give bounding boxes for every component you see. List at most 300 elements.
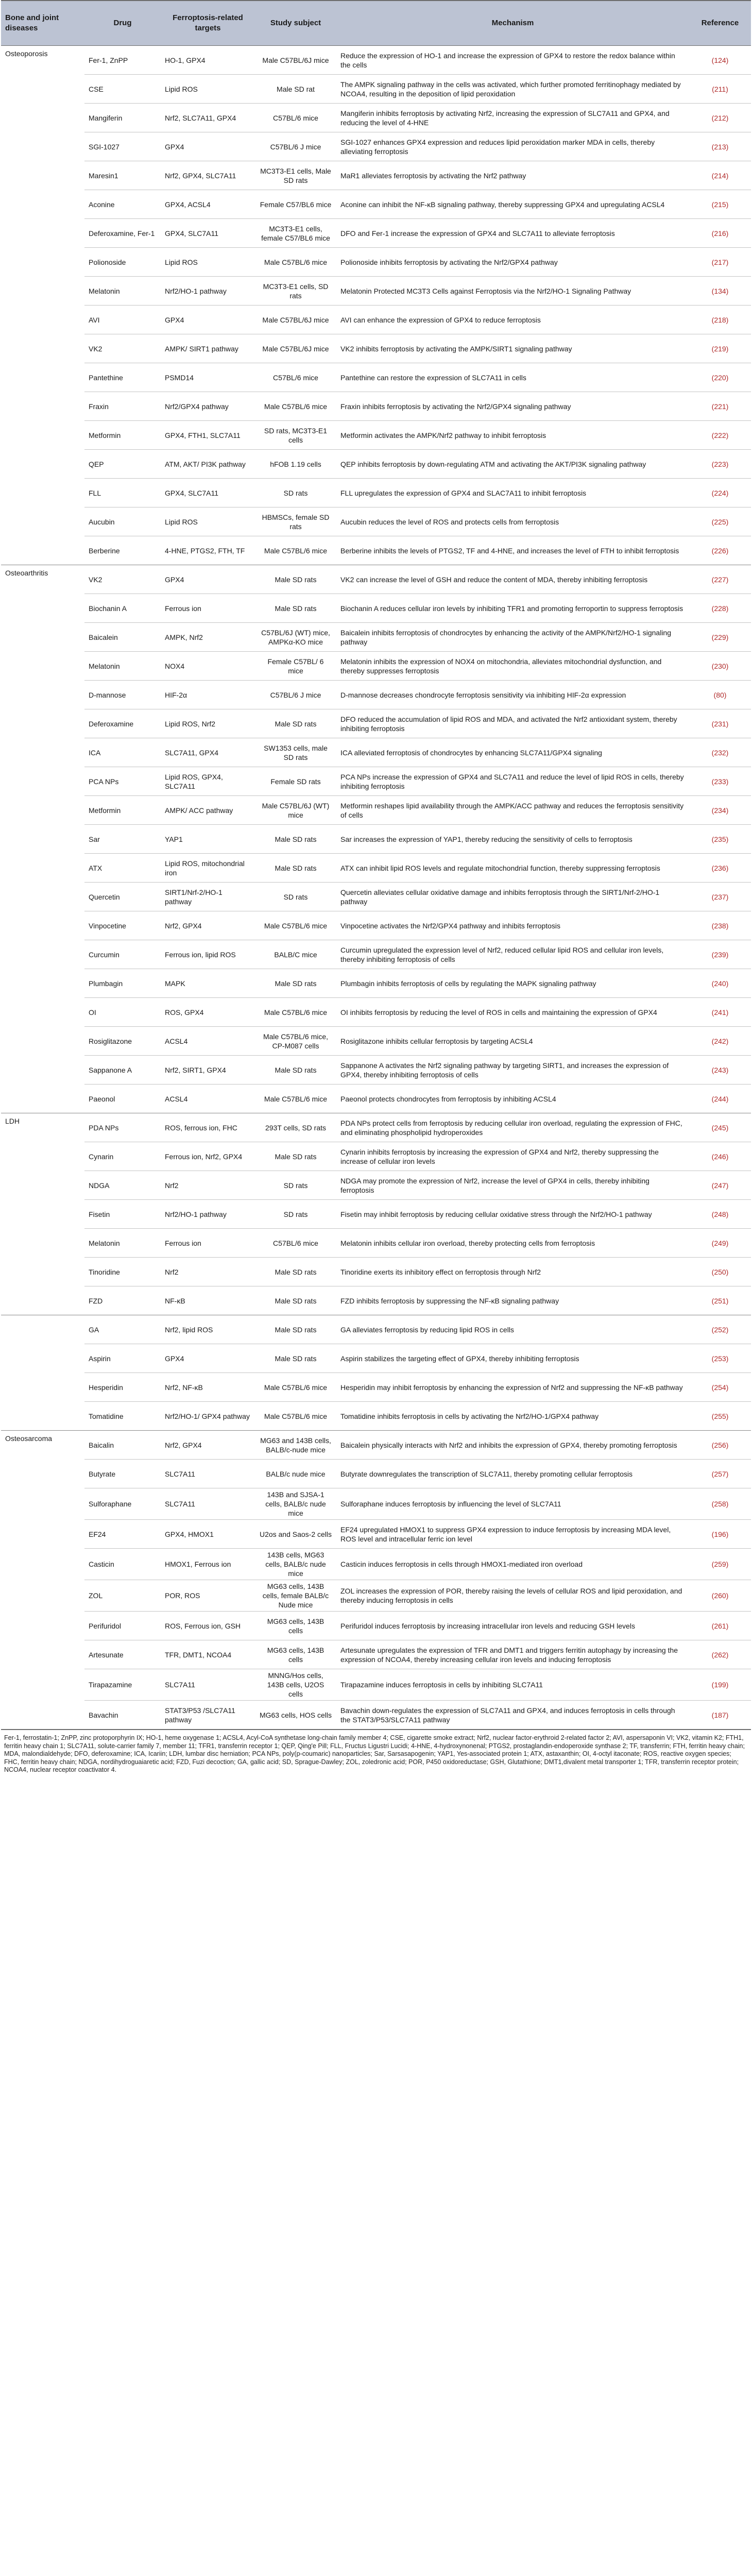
reference-link[interactable]: (228) bbox=[689, 594, 751, 623]
table-row bbox=[1, 1229, 751, 1258]
drug-cell: VK2 bbox=[84, 334, 161, 363]
table-row bbox=[1, 940, 751, 969]
targets-cell: HIF-2α bbox=[161, 681, 255, 709]
reference-link[interactable]: (213) bbox=[689, 132, 751, 161]
disease-category: Osteoarthritis bbox=[1, 565, 84, 1113]
drug-cell: FZD bbox=[84, 1286, 161, 1315]
table-row bbox=[1, 1286, 751, 1315]
table-row bbox=[1, 1402, 751, 1431]
study-subject-cell: C57BL/6J (WT) mice, AMPKα-KO mice bbox=[255, 623, 336, 652]
study-subject-cell: Male SD rats bbox=[255, 565, 336, 594]
study-subject-cell: MG63 cells, 143B cells bbox=[255, 1612, 336, 1640]
mechanism-cell: Butyrate downregulates the transcription of SLC7A11, thereby promoting cellular ferroptosis bbox=[336, 1460, 689, 1488]
targets-cell: Lipid ROS bbox=[161, 248, 255, 277]
targets-cell: Nrf2, SIRT1, GPX4 bbox=[161, 1056, 255, 1084]
mechanism-cell: ATX can inhibit lipid ROS levels and regulate mitochondrial function, thereby suppressing ferroptosis bbox=[336, 854, 689, 883]
reference-link[interactable]: (253) bbox=[689, 1344, 751, 1373]
table-row bbox=[1, 421, 751, 450]
mechanism-cell: PDA NPs protect cells from ferroptosis by reducing cellular iron overload, regulating the expression of FHC, and eliminating phospholipid hydroperoxides bbox=[336, 1113, 689, 1142]
table-row bbox=[1, 104, 751, 132]
reference-link[interactable]: (222) bbox=[689, 421, 751, 450]
drug-cell: Paeonol bbox=[84, 1084, 161, 1113]
mechanism-cell: Mangiferin inhibits ferroptosis by activating Nrf2, increasing the expression of SLC7A11 and GPX4, and reducing the level of 4-HNE bbox=[336, 104, 689, 132]
table-row bbox=[1, 1612, 751, 1640]
reference-link[interactable]: (251) bbox=[689, 1286, 751, 1315]
table-container bbox=[1, 0, 751, 1774]
targets-cell: ROS, Ferrous ion, GSH bbox=[161, 1612, 255, 1640]
drug-cell: Vinpocetine bbox=[84, 911, 161, 940]
reference-link[interactable]: (243) bbox=[689, 1056, 751, 1084]
targets-cell: GPX4, SLC7A11 bbox=[161, 219, 255, 248]
reference-link[interactable]: (212) bbox=[689, 104, 751, 132]
study-subject-cell: Male C57BL/6 mice bbox=[255, 392, 336, 421]
study-subject-cell: Male SD rat bbox=[255, 75, 336, 104]
reference-link[interactable]: (196) bbox=[689, 1520, 751, 1549]
table-row bbox=[1, 219, 751, 248]
drug-cell: Fisetin bbox=[84, 1200, 161, 1229]
table-row bbox=[1, 1431, 751, 1460]
reference-link[interactable]: (199) bbox=[689, 1669, 751, 1701]
mechanism-cell: Biochanin A reduces cellular iron levels by inhibiting TFR1 and promoting ferroportin to suppress ferroptosis bbox=[336, 594, 689, 623]
targets-cell: AMPK/ SIRT1 pathway bbox=[161, 334, 255, 363]
drug-cell: Baicalin bbox=[84, 1431, 161, 1460]
targets-cell: GPX4, ACSL4 bbox=[161, 190, 255, 219]
study-subject-cell: Male C57BL/6J (WT) mice bbox=[255, 796, 336, 825]
mechanism-cell: FZD inhibits ferroptosis by suppressing the NF-κB signaling pathway bbox=[336, 1286, 689, 1315]
table-row bbox=[1, 854, 751, 883]
targets-cell: POR, ROS bbox=[161, 1580, 255, 1612]
drug-cell: Hesperidin bbox=[84, 1373, 161, 1402]
mechanism-cell: Melatonin inhibits the expression of NOX4 on mitochondria, alleviates mitochondrial dysfunction, and thereby suppresses ferroptosis bbox=[336, 652, 689, 681]
reference-link[interactable]: (257) bbox=[689, 1460, 751, 1488]
mechanism-cell: Sar increases the expression of YAP1, thereby reducing the sensitivity of cells to ferroptosis bbox=[336, 825, 689, 854]
mechanism-cell: PCA NPs increase the expression of GPX4 and SLC7A11 and reduce the level of lipid ROS in cells, thereby inhibiting ferroptosis bbox=[336, 767, 689, 796]
reference-link[interactable]: (80) bbox=[689, 681, 751, 709]
reference-link[interactable]: (226) bbox=[689, 536, 751, 565]
drug-cell: PCA NPs bbox=[84, 767, 161, 796]
mechanism-cell: Metformin reshapes lipid availability through the AMPK/ACC pathway and reduces the ferroptosis sensitivity of cells bbox=[336, 796, 689, 825]
drug-cell: FLL bbox=[84, 479, 161, 507]
targets-cell: GPX4 bbox=[161, 1344, 255, 1373]
mechanism-cell: Melatonin inhibits cellular iron overload, thereby protecting cells from ferroptosis bbox=[336, 1229, 689, 1258]
study-subject-cell: Male C57BL/6 mice bbox=[255, 998, 336, 1027]
drug-cell: Curcumin bbox=[84, 940, 161, 969]
study-subject-cell: BALB/c nude mice bbox=[255, 1460, 336, 1488]
reference-link[interactable]: (258) bbox=[689, 1488, 751, 1520]
targets-cell: Nrf2 bbox=[161, 1171, 255, 1200]
reference-link[interactable]: (219) bbox=[689, 334, 751, 363]
drug-cell: ZOL bbox=[84, 1580, 161, 1612]
table-row bbox=[1, 277, 751, 306]
table-row bbox=[1, 738, 751, 767]
table-row bbox=[1, 507, 751, 536]
study-subject-cell: Male SD rats bbox=[255, 594, 336, 623]
mechanism-cell: VK2 can increase the level of GSH and reduce the content of MDA, thereby inhibiting ferroptosis bbox=[336, 565, 689, 594]
study-subject-cell: Male SD rats bbox=[255, 1315, 336, 1344]
mechanism-cell: FLL upregulates the expression of GPX4 and SLAC7A11 to inhibit ferroptosis bbox=[336, 479, 689, 507]
disease-category: Osteosarcoma bbox=[1, 1431, 84, 1730]
targets-cell: Lipid ROS bbox=[161, 75, 255, 104]
table-row bbox=[1, 1669, 751, 1701]
targets-cell: SLC7A11 bbox=[161, 1669, 255, 1701]
drug-cell: Sar bbox=[84, 825, 161, 854]
mechanism-cell: The AMPK signaling pathway in the cells was activated, which further promoted ferritinophagy mediated by NCOA4, resulting in the deposition of lipid peroxidation bbox=[336, 75, 689, 104]
study-subject-cell: Male SD rats bbox=[255, 854, 336, 883]
mechanism-cell: Sulforaphane induces ferroptosis by influencing the level of SLC7A11 bbox=[336, 1488, 689, 1520]
study-subject-cell: Male SD rats bbox=[255, 1142, 336, 1171]
targets-cell: SLC7A11, GPX4 bbox=[161, 738, 255, 767]
mechanism-cell: Hesperidin may inhibit ferroptosis by enhancing the expression of Nrf2 and suppressing the NF-κB pathway bbox=[336, 1373, 689, 1402]
mechanism-cell: Vinpocetine activates the Nrf2/GPX4 pathway and inhibits ferroptosis bbox=[336, 911, 689, 940]
study-subject-cell: C57BL/6 mice bbox=[255, 104, 336, 132]
reference-link[interactable]: (134) bbox=[689, 277, 751, 306]
table-row bbox=[1, 652, 751, 681]
reference-link[interactable]: (244) bbox=[689, 1084, 751, 1113]
header-mechanism: Mechanism bbox=[336, 1, 689, 46]
table-footnote: Fer-1, ferrostatin-1; ZnPP, zinc protoporphyrin IX; HO-1, heme oxygenase 1; ACSL4, Acyl-CoA synthetase long-chain family member 4; CSE, cigarette smoke extract; Nrf2, nuclear factor-erythroid 2-related factor 2; AVI, aspersaponin VI; VK2, vitamin K2; FTH1, ferritin heavy chain 1; SLC7A11, solute-carrier family 7, member 11; TFR1, transferrin receptor 1; QEP, Qing'e Pill; FLL, Fructus Ligustri Lucidi; 4-HNE, 4-hydroxynonenal; PTGS2, prostaglandin-endoperoxide synthase 2; TF, transferrin; FTH, ferritin heavy chain; MDA, malondialdehyde; DFO, deferoxamine; ICA, Icariin; LDH, lumbar disc herniation; PCA NPs, poly(p-coumaric) nanoparticles; Sar, Sarsasapogenin; YAP1, Yes-associated protein 1; ATX, astaxanthin; OI, 4-octyl itaconate; ROS, reactive oxygen species; FHC, ferritin heavy chain; NDGA, nordihydroguaiaretic acid; FZD, Fuzi decoction; GA, gallic acid; SD, Sprague-Dawley; ZOL, zoledronic acid; POR, P450 oxidoreductase; GSH, Glutathione; DMT1,divalent metal transporter 1; TFR, transferrin receptor protein; NCOA4, nuclear receptor coactivator 4. bbox=[4, 1734, 745, 1773]
targets-cell: PSMD14 bbox=[161, 363, 255, 392]
mechanism-cell: Curcumin upregulated the expression level of Nrf2, reduced cellular lipid ROS and cellular iron levels, thereby inhibiting ferroptosis of cells bbox=[336, 940, 689, 969]
study-subject-cell: MNNG/Hos cells, 143B cells, U2OS cells bbox=[255, 1669, 336, 1701]
drug-cell: Melatonin bbox=[84, 652, 161, 681]
targets-cell: AMPK, Nrf2 bbox=[161, 623, 255, 652]
reference-link[interactable]: (214) bbox=[689, 161, 751, 190]
reference-link[interactable]: (187) bbox=[689, 1701, 751, 1730]
reference-link[interactable]: (259) bbox=[689, 1549, 751, 1580]
mechanism-cell: EF24 upregulated HMOX1 to suppress GPX4 expression to induce ferroptosis by increasing MDA level, ROS level and intracellular ferric ion level bbox=[336, 1520, 689, 1549]
table-row bbox=[1, 46, 751, 75]
drug-cell: CSE bbox=[84, 75, 161, 104]
table-row bbox=[1, 709, 751, 738]
targets-cell: SLC7A11 bbox=[161, 1488, 255, 1520]
mechanism-cell: QEP inhibits ferroptosis by down-regulating ATM and activating the AKT/PI3K signaling pathway bbox=[336, 450, 689, 479]
table-row bbox=[1, 969, 751, 998]
mechanism-cell: Baicalein inhibits ferroptosis of chondrocytes by enhancing the activity of the AMPK/Nrf2/HO-1 signaling pathway bbox=[336, 623, 689, 652]
targets-cell: ACSL4 bbox=[161, 1027, 255, 1056]
table-row bbox=[1, 1580, 751, 1612]
study-subject-cell: U2os and Saos-2 cells bbox=[255, 1520, 336, 1549]
table-row bbox=[1, 883, 751, 911]
mechanism-cell: Melatonin Protected MC3T3 Cells against Ferroptosis via the Nrf2/HO-1 Signaling Pathway bbox=[336, 277, 689, 306]
table-body bbox=[1, 46, 751, 1730]
reference-link[interactable]: (240) bbox=[689, 969, 751, 998]
mechanism-cell: Pantethine can restore the expression of SLC7A11 in cells bbox=[336, 363, 689, 392]
table-row bbox=[1, 594, 751, 623]
targets-cell: GPX4 bbox=[161, 306, 255, 334]
mechanism-cell: Paeonol protects chondrocytes from ferroptosis by inhibiting ACSL4 bbox=[336, 1084, 689, 1113]
mechanism-cell: Cynarin inhibits ferroptosis by increasing the expression of GPX4 and Nrf2, thereby suppressing the increase of cellular iron levels bbox=[336, 1142, 689, 1171]
reference-link[interactable]: (236) bbox=[689, 854, 751, 883]
study-subject-cell: Male C57BL/6 mice bbox=[255, 1402, 336, 1431]
study-subject-cell: Male C57BL/6 mice bbox=[255, 248, 336, 277]
disease-category bbox=[1, 1315, 84, 1431]
table-row bbox=[1, 998, 751, 1027]
targets-cell: NF-κB bbox=[161, 1286, 255, 1315]
targets-cell: Lipid ROS, GPX4, SLC7A11 bbox=[161, 767, 255, 796]
drug-cell: GA bbox=[84, 1315, 161, 1344]
study-subject-cell: Male C57BL/6 mice, CP-M087 cells bbox=[255, 1027, 336, 1056]
table-row bbox=[1, 392, 751, 421]
mechanism-cell: Reduce the expression of HO-1 and increase the expression of GPX4 to restore the redox balance within the cells bbox=[336, 46, 689, 75]
drug-cell: Quercetin bbox=[84, 883, 161, 911]
targets-cell: Nrf2/HO-1/ GPX4 pathway bbox=[161, 1402, 255, 1431]
drug-cell: Melatonin bbox=[84, 1229, 161, 1258]
reference-link[interactable]: (234) bbox=[689, 796, 751, 825]
targets-cell: GPX4 bbox=[161, 132, 255, 161]
reference-link[interactable]: (227) bbox=[689, 565, 751, 594]
mechanism-cell: VK2 inhibits ferroptosis by activating the AMPK/SIRT1 signaling pathway bbox=[336, 334, 689, 363]
study-subject-cell: SD rats bbox=[255, 883, 336, 911]
mechanism-cell: Rosiglitazone inhibits cellular ferroptosis by targeting ACSL4 bbox=[336, 1027, 689, 1056]
reference-link[interactable]: (215) bbox=[689, 190, 751, 219]
reference-link[interactable]: (242) bbox=[689, 1027, 751, 1056]
drug-cell: Fraxin bbox=[84, 392, 161, 421]
reference-link[interactable]: (260) bbox=[689, 1580, 751, 1612]
study-subject-cell: SD rats bbox=[255, 1171, 336, 1200]
reference-link[interactable]: (249) bbox=[689, 1229, 751, 1258]
mechanism-cell: Sappanone A activates the Nrf2 signaling pathway by targeting SIRT1, and increases the expression of GPX4, thereby inhibiting ferroptosis of cells bbox=[336, 1056, 689, 1084]
reference-link[interactable]: (230) bbox=[689, 652, 751, 681]
targets-cell: SLC7A11 bbox=[161, 1460, 255, 1488]
reference-link[interactable]: (220) bbox=[689, 363, 751, 392]
study-subject-cell: SD rats bbox=[255, 1200, 336, 1229]
study-subject-cell: SD rats bbox=[255, 479, 336, 507]
reference-link[interactable]: (211) bbox=[689, 75, 751, 104]
drug-cell: Plumbagin bbox=[84, 969, 161, 998]
study-subject-cell: Male C57BL/6J mice bbox=[255, 334, 336, 363]
mechanism-cell: Aucubin reduces the level of ROS and protects cells from ferroptosis bbox=[336, 507, 689, 536]
mechanism-cell: D-mannose decreases chondrocyte ferroptosis sensitivity via inhibiting HIF-2α expression bbox=[336, 681, 689, 709]
table-row bbox=[1, 1171, 751, 1200]
drug-cell: OI bbox=[84, 998, 161, 1027]
mechanism-cell: Quercetin alleviates cellular oxidative damage and inhibits ferroptosis through the SIRT1/Nrf-2/HO-1 pathway bbox=[336, 883, 689, 911]
reference-link[interactable]: (248) bbox=[689, 1200, 751, 1229]
table-row bbox=[1, 565, 751, 594]
drug-cell: Tirapazamine bbox=[84, 1669, 161, 1701]
reference-link[interactable]: (247) bbox=[689, 1171, 751, 1200]
drug-cell: Tinoridine bbox=[84, 1258, 161, 1286]
drug-cell: Bavachin bbox=[84, 1701, 161, 1730]
header-study-subject: Study subject bbox=[255, 1, 336, 46]
table-row bbox=[1, 479, 751, 507]
drug-cell: Maresin1 bbox=[84, 161, 161, 190]
reference-link[interactable]: (232) bbox=[689, 738, 751, 767]
header-drug: Drug bbox=[84, 1, 161, 46]
mechanism-cell: DFO reduced the accumulation of lipid ROS and MDA, and activated the Nrf2 antioxidant system, thereby inhibiting ferroptosis bbox=[336, 709, 689, 738]
mechanism-cell: Perifuridol induces ferroptosis by increasing intracellular iron levels and reducing GSH levels bbox=[336, 1612, 689, 1640]
drug-cell: Melatonin bbox=[84, 277, 161, 306]
mechanism-cell: Polionoside inhibits ferroptosis by activating the Nrf2/GPX4 pathway bbox=[336, 248, 689, 277]
study-subject-cell: MG63 and 143B cells, BALB/c-nude mice bbox=[255, 1431, 336, 1460]
drug-cell: Baicalein bbox=[84, 623, 161, 652]
study-subject-cell: Male SD rats bbox=[255, 709, 336, 738]
targets-cell: Nrf2, SLC7A11, GPX4 bbox=[161, 104, 255, 132]
table-row bbox=[1, 1084, 751, 1113]
targets-cell: STAT3/P53 /SLC7A11 pathway bbox=[161, 1701, 255, 1730]
targets-cell: Lipid ROS, Nrf2 bbox=[161, 709, 255, 738]
reference-link[interactable]: (245) bbox=[689, 1113, 751, 1142]
mechanism-cell: Casticin induces ferroptosis in cells through HMOX1-mediated iron overload bbox=[336, 1549, 689, 1580]
targets-cell: ATM, AKT/ PI3K pathway bbox=[161, 450, 255, 479]
table-row bbox=[1, 681, 751, 709]
mechanism-cell: Plumbagin inhibits ferroptosis of cells by regulating the MAPK signaling pathway bbox=[336, 969, 689, 998]
mechanism-cell: SGI-1027 enhances GPX4 expression and reduces lipid peroxidation marker MDA in cells, thereby alleviating ferroptosis bbox=[336, 132, 689, 161]
reference-link[interactable]: (231) bbox=[689, 709, 751, 738]
table-row bbox=[1, 1640, 751, 1669]
reference-link[interactable]: (238) bbox=[689, 911, 751, 940]
mechanism-cell: Berberine inhibits the levels of PTGS2, TF and 4-HNE, and increases the level of FTH to inhibit ferroptosis bbox=[336, 536, 689, 565]
drug-cell: Pantethine bbox=[84, 363, 161, 392]
mechanism-cell: Aspirin stabilizes the targeting effect of GPX4, thereby inhibiting ferroptosis bbox=[336, 1344, 689, 1373]
table-row bbox=[1, 161, 751, 190]
mechanism-cell: Artesunate upregulates the expression of TFR and DMT1 and triggers ferritin autophagy by increasing the expression of NCOA4, thereby increasing cellular iron levels and inducing ferroptosis bbox=[336, 1640, 689, 1669]
mechanism-cell: Tirapazamine induces ferroptosis in cells by inhibiting SLC7A11 bbox=[336, 1669, 689, 1701]
mechanism-cell: AVI can enhance the expression of GPX4 to reduce ferroptosis bbox=[336, 306, 689, 334]
reference-link[interactable]: (229) bbox=[689, 623, 751, 652]
drug-cell: ATX bbox=[84, 854, 161, 883]
table-row bbox=[1, 132, 751, 161]
study-subject-cell: 143B cells, MG63 cells, BALB/c nude mice bbox=[255, 1549, 336, 1580]
reference-link[interactable]: (237) bbox=[689, 883, 751, 911]
table-row bbox=[1, 450, 751, 479]
study-subject-cell: BALB/C mice bbox=[255, 940, 336, 969]
drug-cell: Biochanin A bbox=[84, 594, 161, 623]
study-subject-cell: SD rats, MC3T3-E1 cells bbox=[255, 421, 336, 450]
drug-cell: Fer-1, ZnPP bbox=[84, 46, 161, 75]
drug-cell: Perifuridol bbox=[84, 1612, 161, 1640]
study-subject-cell: 293T cells, SD rats bbox=[255, 1113, 336, 1142]
reference-link[interactable]: (239) bbox=[689, 940, 751, 969]
drug-cell: Aconine bbox=[84, 190, 161, 219]
targets-cell: Ferrous ion bbox=[161, 1229, 255, 1258]
mechanism-cell: Tomatidine inhibits ferroptosis in cells by activating the Nrf2/HO-1/GPX4 pathway bbox=[336, 1402, 689, 1431]
reference-link[interactable]: (246) bbox=[689, 1142, 751, 1171]
targets-cell: Nrf2 bbox=[161, 1258, 255, 1286]
table-row bbox=[1, 1701, 751, 1730]
drug-cell: PDA NPs bbox=[84, 1113, 161, 1142]
study-subject-cell: C57BL/6 J mice bbox=[255, 132, 336, 161]
table-row bbox=[1, 1142, 751, 1171]
mechanism-cell: GA alleviates ferroptosis by reducing lipid ROS in cells bbox=[336, 1315, 689, 1344]
reference-link[interactable]: (223) bbox=[689, 450, 751, 479]
study-subject-cell: MG63 cells, 143B cells, female BALB/c Nude mice bbox=[255, 1580, 336, 1612]
drug-cell: QEP bbox=[84, 450, 161, 479]
drug-cell: Sulforaphane bbox=[84, 1488, 161, 1520]
targets-cell: Lipid ROS, mitochondrial iron bbox=[161, 854, 255, 883]
table-row bbox=[1, 623, 751, 652]
reference-link[interactable]: (221) bbox=[689, 392, 751, 421]
table-row bbox=[1, 1488, 751, 1520]
reference-link[interactable]: (124) bbox=[689, 46, 751, 75]
table-row bbox=[1, 536, 751, 565]
targets-cell: Nrf2/HO-1 pathway bbox=[161, 277, 255, 306]
table-row bbox=[1, 1460, 751, 1488]
targets-cell: GPX4, HMOX1 bbox=[161, 1520, 255, 1549]
table-row bbox=[1, 767, 751, 796]
study-subject-cell: HBMSCs, female SD rats bbox=[255, 507, 336, 536]
reference-link[interactable]: (235) bbox=[689, 825, 751, 854]
study-subject-cell: 143B and SJSA-1 cells, BALB/c nude mice bbox=[255, 1488, 336, 1520]
targets-cell: Ferrous ion, Nrf2, GPX4 bbox=[161, 1142, 255, 1171]
mechanism-cell: Bavachin down-regulates the expression of SLC7A11 and GPX4, and induces ferroptosis in cells through the STAT3/P53/SLC7A11 pathway bbox=[336, 1701, 689, 1730]
targets-cell: Nrf2, GPX4, SLC7A11 bbox=[161, 161, 255, 190]
reference-link[interactable]: (241) bbox=[689, 998, 751, 1027]
targets-cell: ROS, GPX4 bbox=[161, 998, 255, 1027]
study-subject-cell: MC3T3-E1 cells, Male SD rats bbox=[255, 161, 336, 190]
targets-cell: Nrf2, GPX4 bbox=[161, 1431, 255, 1460]
mechanism-cell: NDGA may promote the expression of Nrf2, increase the level of GPX4 in cells, thereby inhibiting ferroptosis bbox=[336, 1171, 689, 1200]
drug-cell: Metformin bbox=[84, 796, 161, 825]
reference-link[interactable]: (224) bbox=[689, 479, 751, 507]
reference-link[interactable]: (255) bbox=[689, 1402, 751, 1431]
drug-cell: Butyrate bbox=[84, 1460, 161, 1488]
study-subject-cell: MC3T3-E1 cells, SD rats bbox=[255, 277, 336, 306]
study-subject-cell: MG63 cells, HOS cells bbox=[255, 1701, 336, 1730]
reference-link[interactable]: (216) bbox=[689, 219, 751, 248]
reference-link[interactable]: (218) bbox=[689, 306, 751, 334]
reference-link[interactable]: (217) bbox=[689, 248, 751, 277]
mechanism-cell: Fisetin may inhibit ferroptosis by reducing cellular oxidative stress through the Nrf2/HO-1 pathway bbox=[336, 1200, 689, 1229]
reference-link[interactable]: (254) bbox=[689, 1373, 751, 1402]
reference-link[interactable]: (252) bbox=[689, 1315, 751, 1344]
targets-cell: GPX4, SLC7A11 bbox=[161, 479, 255, 507]
reference-link[interactable]: (225) bbox=[689, 507, 751, 536]
drug-cell: ICA bbox=[84, 738, 161, 767]
targets-cell: Ferrous ion, lipid ROS bbox=[161, 940, 255, 969]
table-row bbox=[1, 1315, 751, 1344]
study-subject-cell: Female SD rats bbox=[255, 767, 336, 796]
mechanism-cell: Baicalein physically interacts with Nrf2 and inhibits the expression of GPX4, thereby promoting ferroptosis bbox=[336, 1431, 689, 1460]
study-subject-cell: Male SD rats bbox=[255, 1056, 336, 1084]
study-subject-cell: Male C57BL/6 mice bbox=[255, 1373, 336, 1402]
table-row bbox=[1, 1200, 751, 1229]
study-subject-cell: Female C57/BL6 mice bbox=[255, 190, 336, 219]
targets-cell: Nrf2/GPX4 pathway bbox=[161, 392, 255, 421]
study-subject-cell: Male SD rats bbox=[255, 1286, 336, 1315]
drug-cell: Aucubin bbox=[84, 507, 161, 536]
table-row bbox=[1, 248, 751, 277]
targets-cell: 4-HNE, PTGS2, FTH, TF bbox=[161, 536, 255, 565]
study-subject-cell: Male C57BL/6J mice bbox=[255, 46, 336, 75]
mechanism-cell: MaR1 alleviates ferroptosis by activating the Nrf2 pathway bbox=[336, 161, 689, 190]
table-row bbox=[1, 1258, 751, 1286]
reference-link[interactable]: (261) bbox=[689, 1612, 751, 1640]
reference-link[interactable]: (250) bbox=[689, 1258, 751, 1286]
reference-link[interactable]: (256) bbox=[689, 1431, 751, 1460]
reference-link[interactable]: (233) bbox=[689, 767, 751, 796]
targets-cell: NOX4 bbox=[161, 652, 255, 681]
table-row bbox=[1, 75, 751, 104]
table-row bbox=[1, 363, 751, 392]
targets-cell: ROS, ferrous ion, FHC bbox=[161, 1113, 255, 1142]
drug-cell: EF24 bbox=[84, 1520, 161, 1549]
drug-cell: D-mannose bbox=[84, 681, 161, 709]
study-subject-cell: Female C57BL/ 6 mice bbox=[255, 652, 336, 681]
reference-link[interactable]: (262) bbox=[689, 1640, 751, 1669]
mechanism-cell: ICA alleviated ferroptosis of chondrocytes by enhancing SLC7A11/GPX4 signaling bbox=[336, 738, 689, 767]
drug-cell: Metformin bbox=[84, 421, 161, 450]
mechanism-cell: Tinoridine exerts its inhibitory effect on ferroptosis through Nrf2 bbox=[336, 1258, 689, 1286]
targets-cell: GPX4 bbox=[161, 565, 255, 594]
header-targets: Ferroptosis-related targets bbox=[161, 1, 255, 46]
table-row bbox=[1, 1520, 751, 1549]
targets-cell: AMPK/ ACC pathway bbox=[161, 796, 255, 825]
header-row bbox=[1, 1, 751, 46]
targets-cell: Nrf2/HO-1 pathway bbox=[161, 1200, 255, 1229]
drug-cell: Aspirin bbox=[84, 1344, 161, 1373]
header-disease: Bone and joint diseases bbox=[1, 1, 84, 46]
table-row bbox=[1, 190, 751, 219]
